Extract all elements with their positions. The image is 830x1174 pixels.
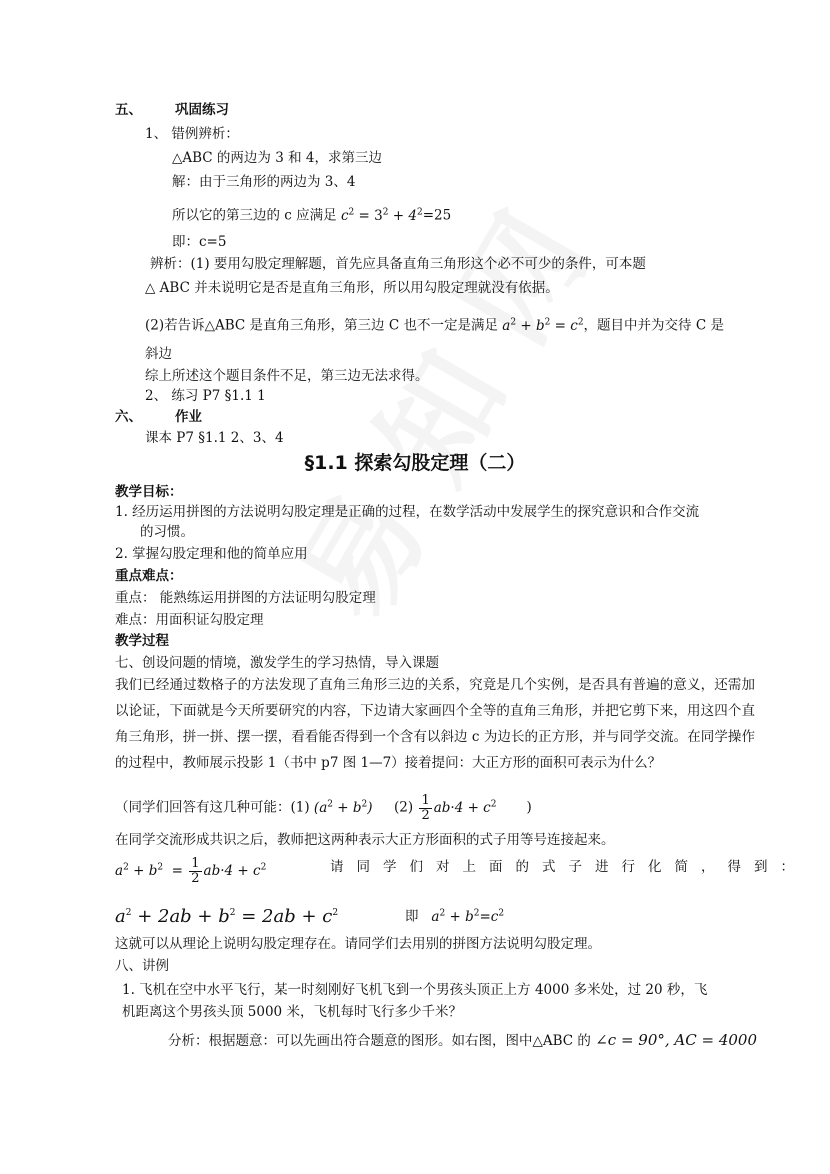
goal-1a: 1. 经历运用拼图的方法说明勾股定理是正确的过程，在数学活动中发展学生的探究意识和合作交流 xyxy=(115,504,700,520)
example-analysis-text: 分析：根据题意：可以先画出符合题意的图形。如右图，图中△ABC 的 xyxy=(168,1033,591,1049)
equation-line xyxy=(115,852,266,886)
answer-1-expression: $(a^2 + b^2)$ xyxy=(313,799,373,816)
solution-line-2-text: 所以它的第三边的 c 应满足 xyxy=(172,207,337,224)
section-6-number: 六、 xyxy=(115,409,142,425)
fraction-one-half: $\frac{1}{2}$ xyxy=(421,792,430,823)
process-label: 教学过程 xyxy=(115,633,169,649)
example-1-line-b: 机距离这个男孩头顶 5000 米，飞机每时飞行多少千米？ xyxy=(122,1004,462,1020)
simplify-instruction: 请同学们对上面的式子进行化简，得到： xyxy=(330,859,807,875)
key-points-label: 重点难点： xyxy=(115,568,183,584)
analysis-line-3-text: (2)若告诉△ABC 是直角三角形，第三边 C 也不一定是满足 xyxy=(145,317,498,334)
analysis-line-3-tail: ，题目中并为交待 C 是 xyxy=(583,317,724,334)
section-5-title: 巩固练习 xyxy=(175,102,229,118)
analysis-line-1: 辨析：(1) 要用勾股定理解题，首先应具备直角三角形这个必不可少的条件，可本题 xyxy=(150,256,646,272)
intro-paragraph: 我们已经通过数格子的方法发现了直角三角形三边的关系，究竟是几个实例，是否具有普遍的意义，还需加以论证，下面就是今天所要研究的内容，下边请大家画四个全等的直角三角形，并把它剪下来，用这四个直角三角形，拼一拼、摆一摆，看看能否得到一个含有以斜边 c 为边长的正方形，并与同学交流。在同学操作的过程中，教师展示投影 1（书中 p7 图 1—7）接着提问：大正方形的面积可表示为什么？ xyxy=(115,677,755,771)
key-point-1: 重点： 能熟练运用拼图的方法证明勾股定理 xyxy=(115,590,376,606)
item-2: 2、 练习 P7 §1.1 1 xyxy=(145,388,266,404)
section-5-number: 五、 xyxy=(115,102,142,118)
answer-2-label: (2) xyxy=(394,799,414,816)
analysis-line-2: △ ABC 并未说明它是否是直角三角形，所以用勾股定理就没有依据。 xyxy=(145,280,559,296)
equation-c-squared: $c^2 = 3^2 + 4^2$ xyxy=(340,207,423,224)
solution-line-3: 即：c=5 xyxy=(172,234,227,250)
simplified-result-label: 即 xyxy=(405,908,419,925)
simplified-line xyxy=(115,900,338,931)
simplified-expression: $a^2 + 2ab + b^2 = 2ab + c^2$ xyxy=(115,906,339,927)
section-6-title: 作业 xyxy=(175,409,202,425)
example-1-line-a: 1. 飞机在空中水平飞行，某一时刻刚好飞机飞到一个男孩头顶正上方 4000 多米处，过 20 秒，飞 xyxy=(122,982,708,998)
pythagorean-result: $a^2 + b^2=c^2$ xyxy=(431,908,505,925)
section-7: 七、创设问题的情境，激发学生的学习热情，导入课题 xyxy=(115,655,439,671)
simplified-result xyxy=(405,903,504,927)
goal-2: 2. 掌握勾股定理和他的简单应用 xyxy=(115,546,308,562)
goals-label: 教学目标： xyxy=(115,484,183,500)
after-answers: 在同学交流形成共识之后，教师把这两种表示大正方形面积的式子用等号连接起来。 xyxy=(115,832,615,848)
solution-line-1: 解：由于三角形的两边为 3、4 xyxy=(172,174,356,190)
solution-line-2 xyxy=(172,202,451,226)
analysis-line-3 xyxy=(145,312,724,336)
key-point-2: 难点：用面积证勾股定理 xyxy=(115,612,264,628)
proof-statement: 这就可以从理论上说明勾股定理存在。请同学们去用别的拼图方法说明勾股定理。 xyxy=(115,936,601,952)
section-8: 八、讲例 xyxy=(115,958,169,974)
answers-line xyxy=(115,790,532,823)
example-analysis xyxy=(168,1030,757,1051)
conclusion: 综上所述这个题目条件不足，第三边无法求得。 xyxy=(145,368,429,384)
equated-expression: $a^2 + b^2$ = $\frac{1}{2}$ $ab\cdot 4 + c^2$ xyxy=(115,855,267,886)
example-analysis-equation: ∠c = 90°, AC = 4000 xyxy=(595,1031,758,1049)
solution-line-2-tail: =25 xyxy=(422,207,452,224)
homework: 课本 P7 §1.1 2、3、4 xyxy=(145,430,284,446)
problem-statement: △ABC 的两边为 3 和 4，求第三边 xyxy=(172,150,382,166)
item-1: 1、 错例辨析： xyxy=(145,126,239,142)
answers-prefix: （同学们回答有这几种可能：(1) xyxy=(115,799,310,816)
analysis-line-4: 斜边 xyxy=(145,346,172,362)
goal-1b: 的习惯。 xyxy=(140,524,194,540)
answer-2-expression: $ab\cdot 4 + c^2$ xyxy=(433,799,497,816)
answers-suffix: ) xyxy=(526,799,532,816)
equation-pythagorean: $a^2 + b^2 = c^2$ xyxy=(502,317,584,334)
lesson-heading: §1.1 探索勾股定理（二） xyxy=(304,452,526,474)
